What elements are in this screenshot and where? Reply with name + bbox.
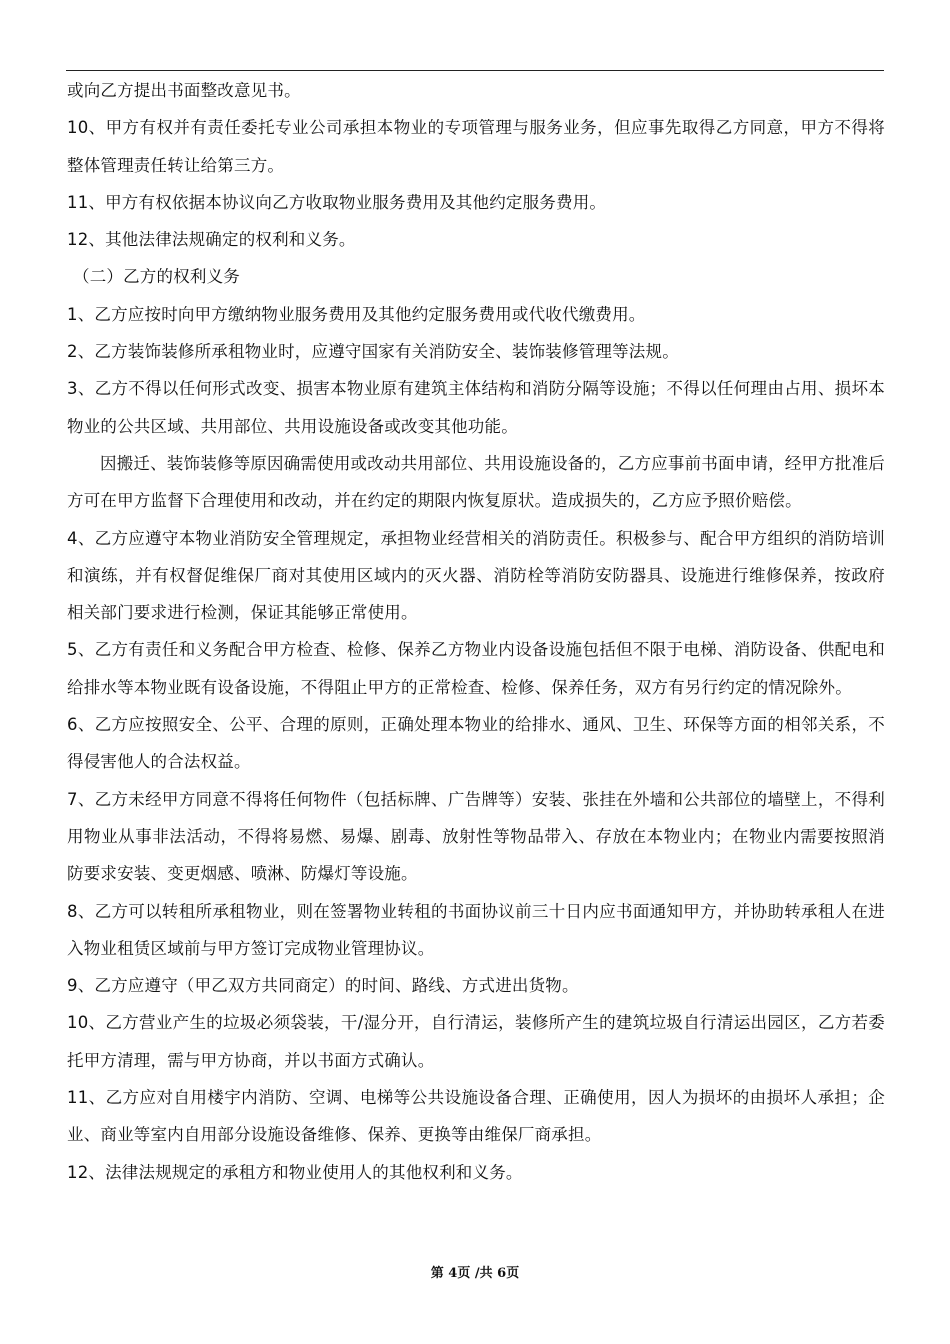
paragraph: 6、乙方应按照安全、公平、合理的原则，正确处理本物业的给排水、通风、卫生、环保等方面的相邻关系，不得侵害他人的合法权益。: [67, 715, 885, 772]
paragraph: 或向乙方提出书面整改意见书。: [67, 81, 301, 100]
paragraph: 11、甲方有权依据本协议向乙方收取物业服务费用及其他约定服务费用。: [67, 192, 607, 212]
paragraph: 9、乙方应遵守（甲乙双方共同商定）的时间、路线、方式进出货物。: [67, 976, 579, 996]
paragraph: 1、乙方应按时向甲方缴纳物业服务费用及其他约定服务费用或代收代缴费用。: [67, 304, 646, 324]
paragraph: 5、乙方有责任和义务配合甲方检查、检修、保养乙方物业内设备设施包括但不限于电梯、消防设备、供配电和给排水等本物业既有设备设施，不得阻止甲方的正常检查、检修、保养任务，双方有另行约定的情况除外。: [67, 640, 885, 697]
paragraph: 10、乙方营业产生的垃圾必须袋装，干/湿分开，自行清运，装修所产生的建筑垃圾自行清运出园区，乙方若委托甲方清理，需与甲方协商，并以书面方式确认。: [67, 1013, 885, 1070]
section-heading: （二）乙方的权利义务: [73, 267, 240, 287]
header-rule: [66, 70, 884, 71]
paragraph: 12、其他法律法规确定的权利和义务。: [67, 230, 356, 250]
paragraph: 3、乙方不得以任何形式改变、损害本物业原有建筑主体结构和消防分隔等设施；不得以任何理由占用、损坏本物业的公共区域、共用部位、共用设施设备或改变其他功能。: [67, 379, 885, 436]
paragraph: 8、乙方可以转租所承租物业，则在签署物业转租的书面协议前三十日内应书面通知甲方，并协助转承租人在进入物业租赁区域前与甲方签订完成物业管理协议。: [67, 901, 885, 958]
paragraph: 4、乙方应遵守本物业消防安全管理规定，承担物业经营相关的消防责任。积极参与、配合甲方组织的消防培训和演练，并有权督促维保厂商对其使用区域内的灭火器、消防栓等消防安防器具、设施进行维修保养，按政府相关部门要求进行检测，保证其能够正常使用。: [67, 528, 885, 623]
paragraph: 7、乙方未经甲方同意不得将任何物件（包括标牌、广告牌等）安装、张挂在外墙和公共部位的墙壁上，不得利用物业从事非法活动，不得将易燃、易爆、剧毒、放射性等物品带入、存放在本物业内；在物业内需要按照消防要求安装、变更烟感、喷淋、防爆灯等设施。: [67, 789, 885, 884]
paragraph: 12、法律法规规定的承租方和物业使用人的其他权利和义务。: [67, 1162, 523, 1182]
paragraph: 2、乙方装饰装修所承租物业时，应遵守国家有关消防安全、装饰装修管理等法规。: [67, 342, 679, 362]
document-body: [67, 72, 885, 1191]
paragraph: 10、甲方有权并有责任委托专业公司承担本物业的专项管理与服务业务，但应事先取得乙方同意，甲方不得将整体管理责任转让给第三方。: [67, 118, 885, 175]
page-number-footer: 第 4页 /共 6页: [430, 1266, 520, 1281]
paragraph: 因搬迁、装饰装修等原因确需使用或改动共用部位、共用设施设备的，乙方应事前书面申请，经甲方批准后方可在甲方监督下合理使用和改动，并在约定的期限内恢复原状。造成损失的，乙方应予照价赔偿。: [67, 453, 885, 511]
paragraph: 11、乙方应对自用楼宇内消防、空调、电梯等公共设施设备合理、正确使用，因人为损坏的由损坏人承担；企业、商业等室内自用部分设施设备维修、保养、更换等由维保厂商承担。: [67, 1088, 885, 1145]
